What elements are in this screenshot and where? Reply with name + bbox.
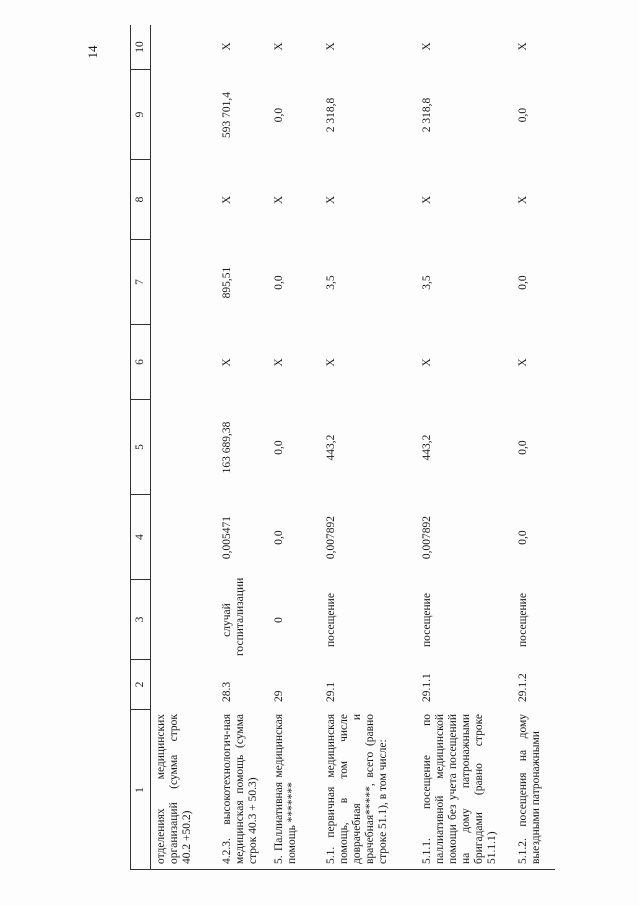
column-header-1: 1 [134,787,146,793]
value-col-9: 2 318,8 [325,97,337,133]
value-col-10: X [273,42,285,51]
row-code: 29.1.1 [421,673,433,702]
value-col-7: 0,0 [273,275,285,290]
page-number: 14 [85,45,100,59]
value-col-7: 3,5 [325,275,337,290]
value-col-8: X [325,195,337,205]
rotated-table [130,25,555,870]
unit-cell: посещение [421,593,433,647]
value-col-8: X [517,195,529,205]
value-col-5: 443,2 [325,434,337,461]
value-col-8: X [221,195,233,205]
table-row [271,25,323,870]
value-col-10: X [421,42,433,51]
value-col-10: X [325,42,337,51]
table-row [153,25,219,870]
unit-cell: посещение [517,593,529,647]
value-col-6: X [325,358,337,367]
row-label: 4.2.3. высокотехнологич-ная медицинская помощь (сумма строк 40.3 + 50.3) [221,714,259,864]
row-label: отделениях медицинских организаций (сумма строк 40.2 +50.2) [155,714,193,864]
row-label: 5. Паллиативная медицинская помощь ******* [273,714,298,864]
column-header-10: 10 [131,25,150,70]
value-col-4: 0,0 [273,530,285,545]
table-header-row [130,25,151,870]
row-code: 28.3 [221,681,233,702]
row-label: 5.1.2. посещения на дому выездными патронажными [517,714,542,864]
table-row [219,25,271,870]
value-col-6: X [273,358,285,367]
unit-cell: 0 [273,617,285,623]
table-row [419,25,515,870]
column-header-3: 3 [131,580,150,660]
value-col-6: X [517,358,529,367]
value-col-7: 0,0 [517,275,529,290]
value-col-9: 0,0 [517,107,529,123]
value-col-4: 0,005471 [221,515,233,560]
column-header-9: 9 [131,70,150,160]
value-col-8: X [273,195,285,205]
value-col-9: 2 318,8 [421,97,433,133]
value-col-6: X [421,358,433,367]
row-label: 5.1.1. посещение по паллиативной медицинской помощи без учета посещений на дому патронажными бригадами (равно строке 51.1.1) [421,714,498,864]
value-col-5: 0,0 [517,440,529,455]
column-header-5: 5 [131,400,150,495]
value-col-9: 593 701,4 [221,92,233,138]
column-header-7: 7 [131,240,150,325]
value-col-4: 0,007892 [325,515,337,560]
value-col-4: 0,0 [517,530,529,545]
unit-cell: случай госпитализации [221,577,246,656]
value-col-4: 0,007892 [421,515,433,560]
table-row [515,25,555,870]
value-col-5: 0,0 [273,440,285,455]
value-col-5: 443,2 [421,434,433,461]
unit-cell: посещение [325,593,337,647]
column-header-6: 6 [131,325,150,400]
value-col-9: 0,0 [273,107,285,123]
value-col-7: 895,51 [221,266,233,299]
value-col-10: X [517,42,529,51]
row-code: 29.1 [325,681,337,702]
row-label: 5.1. первичная медицинская помощь, в том числе доврачебная и врачебная*****, всего (равно строке 51.1), в том числе: [325,714,389,864]
value-col-10: X [221,42,233,51]
column-header-4: 4 [131,495,150,580]
value-col-7: 3,5 [421,275,433,290]
table-row [323,25,419,870]
column-header-8: 8 [131,160,150,240]
column-header-2: 2 [131,660,150,710]
value-col-6: X [221,358,233,367]
row-code: 29.1.2 [517,673,529,702]
value-col-5: 163 689,38 [221,421,233,474]
value-col-8: X [421,195,433,205]
row-code: 29 [273,690,285,702]
